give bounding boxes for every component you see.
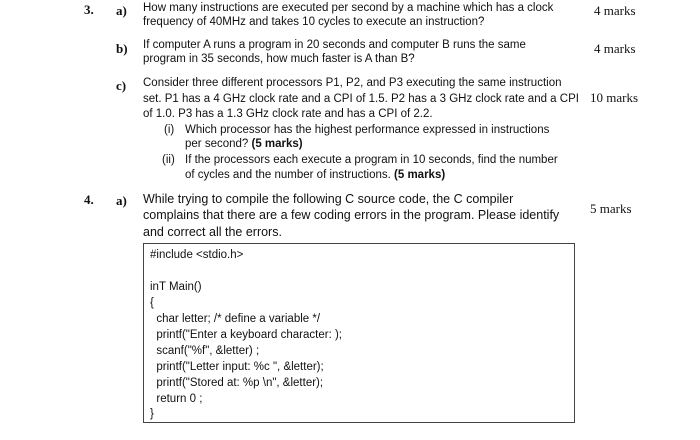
q3c-marks: 10 marks xyxy=(590,90,639,105)
code-line-10: return 0 ; xyxy=(150,393,203,405)
q3c-label: c) xyxy=(116,78,127,93)
q4a-text-line-1: While trying to compile the following C source code, the C compiler xyxy=(143,192,514,206)
code-line-9: printf("Stored at: %p \n", &letter); xyxy=(150,377,324,389)
code-line-5: char letter; /* define a variable */ xyxy=(150,313,321,325)
q3c-ii-line-1: If the processors each execute a program in 10 seconds, find the number xyxy=(185,154,558,166)
q3a-text-line-2: frequency of 40MHz and takes 10 cycles to execute an instruction? xyxy=(143,16,485,28)
q3a-label: a) xyxy=(116,3,127,18)
code-line-1: #include <stdio.h> xyxy=(150,249,244,261)
q3c-i-marks: (5 marks) xyxy=(251,138,303,150)
q3c-ii-marks: (5 marks) xyxy=(394,169,446,181)
q3c-i-line-2 xyxy=(185,137,303,151)
question-3-number: 3. xyxy=(84,2,94,17)
code-listing-box xyxy=(143,243,575,423)
code-line-6: printf("Enter a keyboard character: ); xyxy=(150,329,342,341)
q3c-ii-line-2 xyxy=(185,168,445,182)
q3c-i-line-2-text: per second? xyxy=(185,138,249,150)
q4a-text-line-2: complains that there are a few coding errors in the program. Please identify xyxy=(143,208,560,222)
q4a-label: a) xyxy=(116,193,127,208)
q3a-text-line-1: How many instructions are executed per second by a machine which has a clock xyxy=(143,2,554,14)
q4a-text-line-3: and correct all the errors. xyxy=(143,225,282,239)
code-line-4: { xyxy=(150,297,154,309)
code-line-11: } xyxy=(150,408,154,420)
q3c-ii-label: (ii) xyxy=(162,154,175,166)
code-line-8: printf("Letter input: %c ", &letter); xyxy=(150,361,324,373)
q3a-marks: 4 marks xyxy=(594,3,636,18)
q3c-i-line-1: Which processor has the highest performance expressed in instructions xyxy=(185,124,550,136)
q3b-text-line-1: If computer A runs a program in 20 seconds and computer B runs the same xyxy=(143,39,526,51)
code-line-3: inT Main() xyxy=(150,281,202,293)
question-4-number: 4. xyxy=(84,192,94,207)
q3c-ii-line-2-text: of cycles and the number of instructions. xyxy=(185,169,391,181)
q4a-marks: 5 marks xyxy=(590,201,632,216)
q3c-i-label: (i) xyxy=(164,124,175,136)
q3b-label: b) xyxy=(116,41,128,56)
q3b-text-line-2: program in 35 seconds, how much faster is A than B? xyxy=(143,53,415,65)
q3c-text-line-2: set. P1 has a 4 GHz clock rate and a CPI of 1.5. P2 has a 3 GHz clock rate and a CPI xyxy=(143,93,579,105)
q3b-marks: 4 marks xyxy=(594,41,636,56)
q3c-text-line-1: Consider three different processors P1, P2, and P3 executing the same instruction xyxy=(143,77,562,89)
q3c-text-line-3: of 1.0. P3 has a 1.3 GHz clock rate and has a CPI of 2.2. xyxy=(143,108,433,120)
code-line-7: scanf("%f", &letter) ; xyxy=(150,345,260,357)
